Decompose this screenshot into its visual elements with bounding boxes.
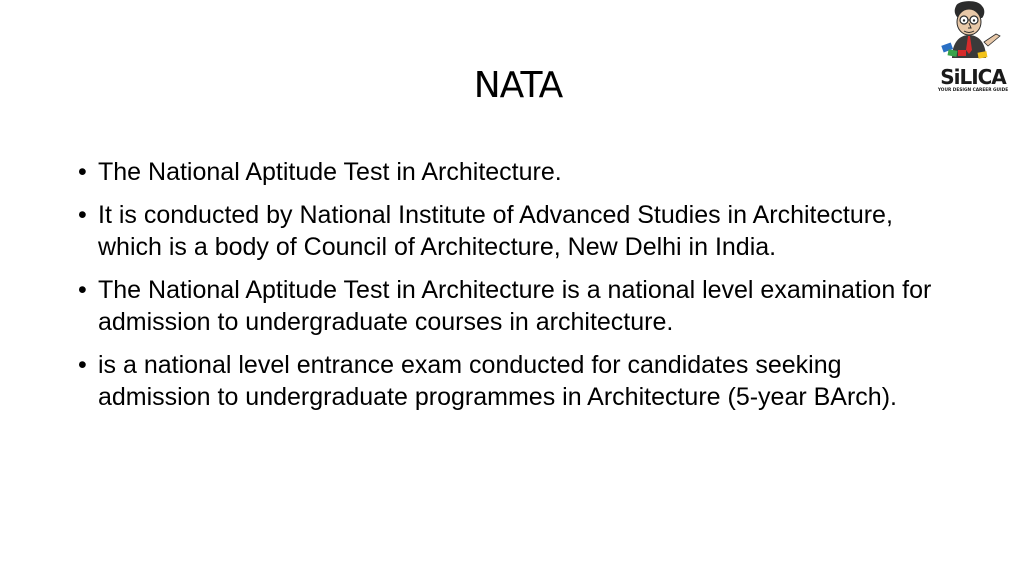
bullet-marker: • [78, 201, 87, 229]
bullet-marker: • [78, 158, 87, 186]
bullet-item [78, 156, 938, 188]
bullet-marker: • [78, 276, 87, 304]
mascot-figure [941, 1, 1000, 59]
svg-text:SiLICA: SiLICA [940, 65, 1006, 89]
silica-wordmark [937, 65, 1008, 93]
bullet-item [78, 199, 938, 263]
bullet-item [78, 274, 938, 338]
silica-logo [928, 0, 1018, 96]
bullet-item [78, 349, 938, 413]
bullet-text: is a national level entrance exam conducted for candidates seeking admission to undergraduate programmes in Architecture (5-year BArch). [98, 351, 897, 411]
svg-text:YOUR DESIGN CAREER GUIDE: YOUR DESIGN CAREER GUIDE [937, 88, 1009, 93]
bullet-text: The National Aptitude Test in Architecture. [98, 158, 562, 186]
bullet-marker: • [78, 351, 87, 379]
bullet-list [78, 156, 938, 424]
slide-title: NATA [473, 65, 563, 106]
bullet-text: The National Aptitude Test in Architecture is a national level examination for admission to undergraduate courses in architecture. [98, 276, 932, 336]
bullet-text: It is conducted by National Institute of Advanced Studies in Architecture, which is a body of Council of Architecture, New Delhi in India. [98, 201, 893, 261]
